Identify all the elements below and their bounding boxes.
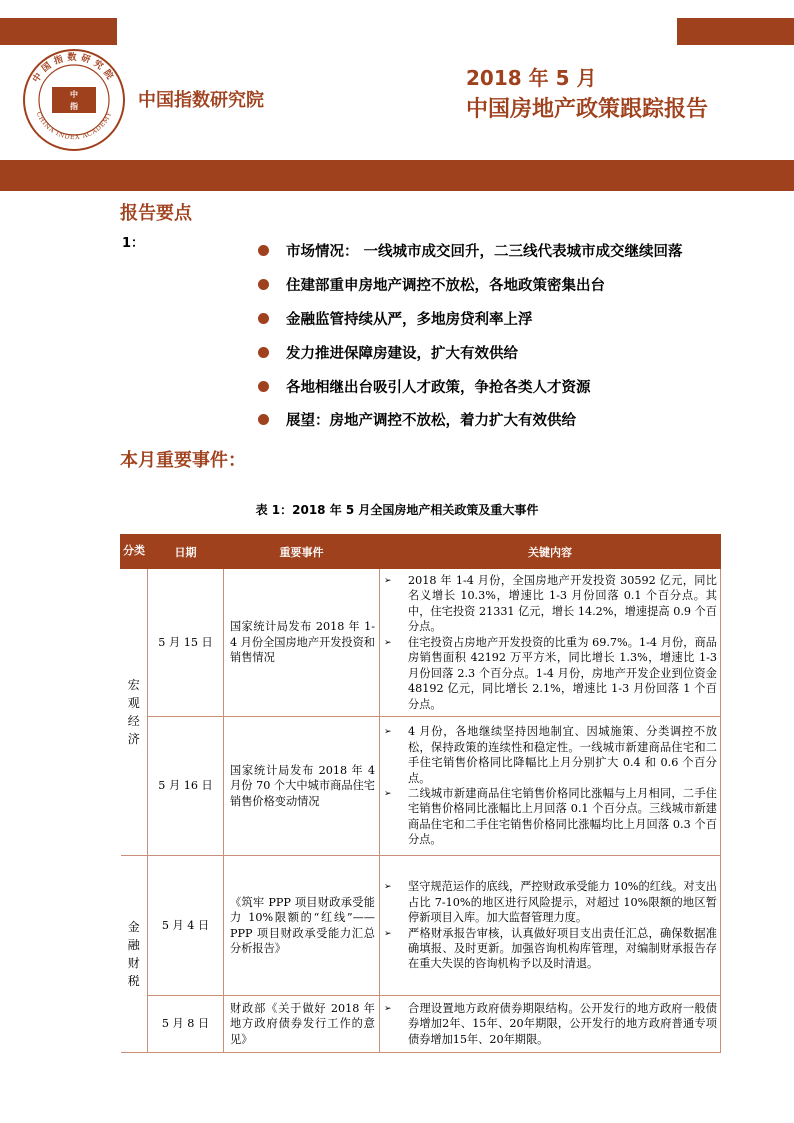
header-bar-left bbox=[0, 18, 117, 45]
key-point-text: 展望：房地产调控不放松，着力扩大有效供给 bbox=[286, 413, 576, 430]
content-cell bbox=[380, 856, 721, 996]
arrow-bullet-icon: ➢ bbox=[384, 727, 392, 738]
header-band bbox=[0, 160, 794, 191]
arrow-bullet-icon: ➢ bbox=[384, 637, 392, 648]
content-point: ➢ 合理设置地方政府债券期限结构。公开发行的地方政府一般债券增加2年、15年、20年期限，公开发行的地方政府普通专项债券增加15年、20年期限。 bbox=[384, 1001, 717, 1046]
key-point-item bbox=[258, 302, 683, 336]
col-header-event: 重要事件 bbox=[224, 535, 380, 569]
bullet-icon bbox=[258, 381, 269, 392]
key-point-item bbox=[258, 335, 683, 369]
arrow-bullet-icon: ➢ bbox=[384, 882, 392, 893]
table-row bbox=[121, 569, 721, 717]
bullet-icon bbox=[258, 313, 269, 324]
arrow-bullet-icon: ➢ bbox=[384, 1003, 392, 1014]
key-point-text: 各地相继出台吸引人才政策，争抢各类人才资源 bbox=[286, 379, 591, 396]
content-point: ➢ 坚守规范运作的底线，严控财政承受能力 10%的红线。对支出占比 7-10%的地区进行风险提示，对超过 10%限额的地区暂停新项目入库。加大监督管理力度。 bbox=[384, 880, 717, 925]
svg-text:中: 中 bbox=[70, 90, 78, 99]
report-title: 中国房地产政策跟踪报告 bbox=[466, 97, 709, 122]
date-cell: 5 月 16 日 bbox=[148, 717, 224, 856]
content-cell bbox=[380, 569, 721, 717]
col-header-category: 分类 bbox=[121, 535, 148, 569]
table-header-row bbox=[121, 535, 721, 569]
arrow-bullet-icon: ➢ bbox=[384, 789, 392, 799]
event-cell: 国家统计局发布 2018 年 4 月份 70 个大中城市商品住宅销售价格变动情况 bbox=[224, 717, 380, 856]
event-cell: 《筑牢 PPP 项目财政承受能力 10%限额的“红线”——PPP 项目财政承受能力汇总分析报告》 bbox=[224, 856, 380, 996]
china-index-academy-logo bbox=[22, 48, 126, 152]
key-point-text: 住建部重申房地产调控不放松，各地政策密集出台 bbox=[286, 278, 605, 295]
footnote-mark: 1： bbox=[122, 236, 145, 251]
key-point-item bbox=[258, 403, 683, 437]
key-points-heading: 报告要点 bbox=[120, 203, 192, 224]
svg-text:CHINA INDEX ACADEMY: CHINA INDEX ACADEMY bbox=[34, 110, 114, 142]
svg-text:指: 指 bbox=[70, 102, 78, 111]
content-point: ➢ 4 月份，各地继续坚持因地制宜、因城施策、分类调控不放松，保持政策的连续性和稳定性。一线城市新建商品住宅和二手住宅销售价格同比降幅比上月分别扩大 0.4 和 0.6 个百分点。 bbox=[384, 725, 717, 785]
table-row bbox=[121, 856, 721, 996]
content-cell bbox=[380, 717, 721, 856]
content-point: ➢ 2018 年 1-4 月份，全国房地产开发投资 30592 亿元，同比名义增长 10.3%，增速比 1-3 月份回落 0.1 个百分点。其中，住宅投资 21331 亿元，增长 14.2%，增速提高 0.9 个百分点。 bbox=[384, 573, 717, 634]
key-point-item bbox=[258, 234, 683, 268]
org-name: 中国指数研究院 bbox=[138, 90, 264, 111]
content-point: ➢ 二线城市新建商品住宅销售价格同比涨幅与上月相同，二手住宅销售价格同比涨幅比上月回落 0.1 个百分点。三线城市新建商品住宅和二手住宅销售价格同比涨幅均比上月回落 0.3 个百分点。 bbox=[384, 787, 717, 847]
bullet-icon bbox=[258, 414, 269, 425]
key-point-text: 金融监管持续从严，多地房贷利率上浮 bbox=[286, 311, 533, 328]
key-point-item bbox=[258, 268, 683, 302]
arrow-bullet-icon: ➢ bbox=[384, 575, 392, 586]
report-date: 2018 年 5 月 bbox=[466, 66, 597, 90]
arrow-bullet-icon: ➢ bbox=[384, 928, 392, 939]
key-point-text: 发力推进保障房建设，扩大有效供给 bbox=[286, 345, 518, 362]
date-cell: 5 月 15 日 bbox=[148, 569, 224, 717]
category-cell: 宏观经济 bbox=[121, 569, 148, 856]
events-heading: 本月重要事件： bbox=[120, 450, 246, 471]
header-bar-right bbox=[677, 18, 794, 45]
content-point: ➢ 严格财承报告审核，认真做好项目支出责任汇总，确保数据准确填报、及时更新。加强咨询机构库管理，对编制财承报告存在重大失误的咨询机构予以及时清退。 bbox=[384, 926, 717, 971]
date-cell: 5 月 8 日 bbox=[148, 996, 224, 1053]
date-cell: 5 月 4 日 bbox=[148, 856, 224, 996]
event-cell: 财政部《关于做好 2018 年地方政府债券发行工作的意见》 bbox=[224, 996, 380, 1053]
table-row bbox=[121, 717, 721, 856]
content-cell bbox=[380, 996, 721, 1053]
events-table bbox=[120, 534, 721, 1053]
svg-text:中国指数研究院: 中国指数研究院 bbox=[31, 53, 117, 85]
col-header-content: 关键内容 bbox=[380, 535, 721, 569]
event-cell: 国家统计局发布 2018 年 1-4 月份全国房地产开发投资和销售情况 bbox=[224, 569, 380, 717]
table-row bbox=[121, 996, 721, 1053]
col-header-date: 日期 bbox=[148, 535, 224, 569]
content-point: ➢ 住宅投资占房地产开发投资的比重为 69.7%。1-4 月份，商品房销售面积 42192 万平方米，同比增长 1.3%，增速比 1-3 月份回落 2.3 个百分点。1-4 月份，房地产开发企业到位资金 48192 亿元，同比增长 2.1%，增速比 1-3 月份回落 1 个百分点。 bbox=[384, 635, 717, 711]
key-points-list bbox=[258, 234, 683, 437]
bullet-icon bbox=[258, 279, 269, 290]
bullet-icon bbox=[258, 347, 269, 358]
category-cell: 金融财税 bbox=[121, 856, 148, 1053]
bullet-icon bbox=[258, 245, 269, 256]
key-point-text: 市场情况： 一线城市成交回升，二三线代表城市成交继续回落 bbox=[286, 244, 683, 261]
key-point-item bbox=[258, 369, 683, 403]
table-caption: 表 1：2018 年 5 月全国房地产相关政策及重大事件 bbox=[255, 503, 539, 517]
